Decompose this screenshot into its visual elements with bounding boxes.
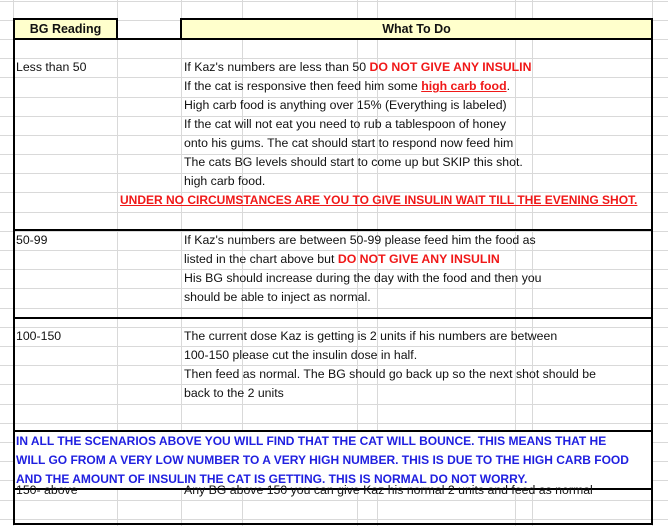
instruction-cell[interactable]: If the cat is responsive then feed him some high carb food. [184, 79, 510, 93]
grid-row-line [0, 1, 668, 2]
instruction-cell[interactable]: If Kaz's numbers are less than 50 DO NOT GIVE ANY INSULIN [184, 60, 532, 74]
header-bg-reading[interactable] [13, 18, 118, 40]
instruction-cell[interactable]: High carb food is anything over 15% (Everything is labeled) [184, 98, 507, 112]
instruction-cell[interactable]: If Kaz's numbers are between 50-99 please feed him the food as [184, 233, 536, 247]
instruction-cell[interactable]: Any BG above 150 you can give Kaz his normal 2 units and feed as normal [184, 483, 593, 497]
note-line[interactable]: AND THE AMOUNT OF INSULIN THE CAT IS GETTING. THIS IS NORMAL DO NOT WORRY. [16, 472, 528, 486]
instruction-cell[interactable]: His BG should increase during the day with the food and then you [184, 271, 542, 285]
range-cell[interactable]: 50-99 [16, 233, 48, 247]
note-line[interactable]: IN ALL THE SCENARIOS ABOVE YOU WILL FIND THAT THE CAT WILL BOUNCE. THIS MEANS THAT HE [16, 434, 607, 448]
range-cell[interactable]: 100-150 [16, 329, 62, 343]
note-block [15, 432, 651, 488]
instruction-cell[interactable]: listed in the chart above but DO NOT GIVE ANY INSULIN [184, 252, 500, 266]
instruction-cell[interactable]: back to the 2 units [184, 386, 284, 400]
note-line[interactable]: WILL GO FROM A VERY LOW NUMBER TO A VERY HIGH NUMBER. THIS IS DUE TO THE HIGH CARB FOOD [16, 453, 629, 467]
header-label: BG Reading [29, 22, 102, 36]
instruction-cell[interactable]: If the cat will not eat you need to rub a tablespoon of honey [184, 117, 506, 131]
instruction-cell[interactable]: high carb food. [184, 174, 266, 188]
instruction-cell[interactable]: Then feed as normal. The BG should go back up so the next shot should be [184, 367, 596, 381]
warning-cell[interactable]: UNDER NO CIRCUMSTANCES ARE YOU TO GIVE INSULIN WAIT TILL THE EVENING SHOT. [120, 193, 638, 207]
instruction-cell[interactable]: 100-150 please cut the insulin dose in half. [184, 348, 418, 362]
instruction-cell[interactable]: onto his gums. The cat should start to respond now feed him [184, 136, 514, 150]
range-cell[interactable]: 150- above [16, 483, 78, 497]
instruction-cell[interactable]: should be able to inject as normal. [184, 290, 371, 304]
header-what-to-do[interactable] [180, 18, 653, 40]
range-cell[interactable]: Less than 50 [16, 60, 87, 74]
instruction-cell[interactable]: The cats BG levels should start to come up but SKIP this shot. [184, 155, 523, 169]
section-divider [13, 317, 653, 319]
header-label: What To Do [382, 22, 451, 36]
instruction-cell[interactable]: The current dose Kaz is getting is 2 units if his numbers are between [184, 329, 558, 343]
